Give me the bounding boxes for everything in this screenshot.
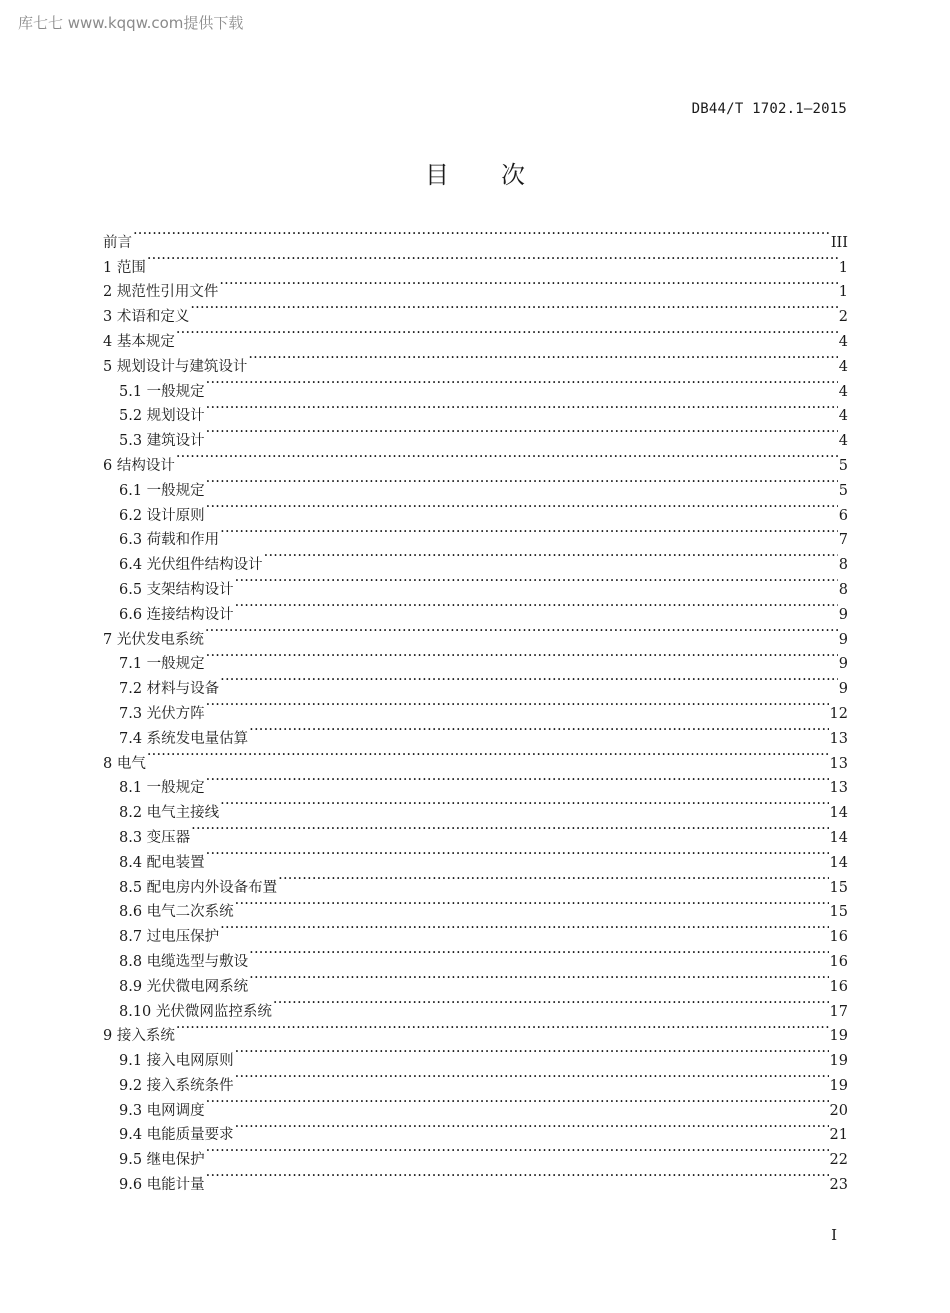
toc-entry[interactable] (103, 1139, 848, 1169)
toc-dot-leader (206, 842, 829, 867)
toc-entry-title: 8.3 变压器 (119, 829, 191, 846)
toc-dot-leader (235, 1040, 829, 1065)
toc-entry-title: 9.1 接入电网原则 (119, 1053, 234, 1070)
toc-dot-leader (147, 743, 829, 768)
toc-dot-leader (264, 544, 838, 569)
toc-dot-leader (220, 916, 828, 941)
toc-entry[interactable] (103, 718, 848, 747)
toc-dot-leader (219, 272, 837, 297)
toc-entry-title: 9.3 电网调度 (119, 1102, 205, 1119)
toc-dot-leader (191, 817, 828, 842)
toc-dot-leader (133, 222, 830, 247)
toc-dot-leader (206, 1164, 829, 1189)
toc-entry-page: 4 (838, 333, 848, 350)
toc-entry-page: 22 (829, 1152, 848, 1169)
toc-entry[interactable] (103, 768, 848, 797)
toc-dot-leader (176, 321, 838, 346)
toc-entry-page: 14 (829, 829, 848, 846)
toc-entry-page: 14 (829, 854, 848, 871)
toc-entry-page: 19 (829, 1053, 848, 1070)
toc-dot-leader (249, 941, 828, 966)
toc-entry-page: 2 (838, 309, 848, 326)
toc-entry[interactable] (103, 792, 848, 822)
toc-entry-title: 6.2 设计原则 (119, 507, 205, 524)
toc-entry-page: 4 (838, 358, 848, 375)
toc-entry[interactable] (103, 222, 848, 251)
toc-dot-leader (273, 991, 829, 1016)
toc-entry-title: 6.4 光伏组件结构设计 (119, 557, 263, 574)
toc-entry-title: 9.5 继电保护 (119, 1152, 205, 1169)
toc-dot-leader (176, 1016, 829, 1041)
toc-dot-leader (206, 371, 838, 396)
toc-entry-page: 7 (838, 532, 848, 549)
toc-entry-page: 23 (829, 1177, 848, 1194)
toc-entry[interactable] (103, 743, 848, 772)
toc-entry-page: 9 (838, 606, 848, 623)
toc-dot-leader (220, 520, 838, 545)
toc-entry-page: 5 (838, 457, 848, 474)
toc-entry-title: 8.5 配电房内外设备布置 (119, 879, 278, 896)
toc-dot-leader (206, 768, 829, 793)
toc-entry-title: 8.10 光伏微网监控系统 (119, 1003, 272, 1020)
toc-entry-title: 6.6 连接结构设计 (119, 606, 234, 623)
toc-entry-page: 4 (838, 408, 848, 425)
toc-entry-title: 8.6 电气二次系统 (119, 904, 234, 921)
toc-entry-title: 5.1 一般规定 (119, 383, 205, 400)
toc-entry[interactable] (103, 867, 848, 896)
toc-entry-title: 8.1 一般规定 (119, 780, 205, 797)
toc-entry-page: 8 (838, 557, 848, 574)
toc-entry[interactable] (103, 693, 848, 722)
toc-dot-leader (235, 594, 838, 619)
toc-entry-title: 9 接入系统 (103, 1028, 175, 1045)
toc-entry[interactable] (103, 396, 848, 425)
toc-entry-title: 3 术语和定义 (103, 309, 190, 326)
toc-entry[interactable] (103, 296, 848, 326)
toc-entry-page: 15 (829, 904, 848, 921)
toc-dot-leader (220, 668, 838, 693)
toc-entry-page: 21 (829, 1127, 848, 1144)
watermark-text: 库七七 www.kqqw.com提供下载 (18, 14, 244, 32)
toc-entry-title: 8.2 电气主接线 (119, 805, 220, 822)
toc-dot-leader (206, 1139, 829, 1164)
toc-entry[interactable] (103, 520, 848, 549)
toc-entry-title: 7 光伏发电系统 (103, 631, 204, 648)
toc-entry-page: 13 (829, 730, 848, 747)
toc-entry-title: 6.3 荷载和作用 (119, 532, 220, 549)
toc-dot-leader (206, 420, 838, 445)
toc-entry-page: 13 (829, 755, 848, 772)
toc-entry-title: 8 电气 (103, 755, 146, 772)
toc-dot-leader (278, 867, 828, 892)
toc-dot-leader (206, 644, 838, 669)
toc-dot-leader (249, 966, 828, 991)
toc-entry[interactable] (103, 1016, 848, 1045)
toc-entry[interactable] (103, 1040, 848, 1070)
toc-entry-title: 7.1 一般规定 (119, 656, 205, 673)
toc-entry[interactable] (103, 346, 848, 375)
toc-entry[interactable] (103, 321, 848, 350)
page-title: 目次 (425, 161, 577, 189)
toc-entry-page: 19 (829, 1077, 848, 1094)
document-code: DB44/T 1702.1—2015 (691, 101, 847, 117)
toc-entry-page: 1 (838, 259, 848, 276)
toc-entry-title: 8.4 配电装置 (119, 854, 205, 871)
toc-entry-page: 15 (829, 879, 848, 896)
toc-dot-leader (235, 1065, 829, 1090)
toc-entry-page: 14 (829, 805, 848, 822)
toc-entry-page: 17 (829, 1003, 848, 1020)
toc-entry-page: 5 (838, 482, 848, 499)
toc-dot-leader (206, 396, 838, 421)
toc-entry-title: 4 基本规定 (103, 333, 175, 350)
toc-entry-page: 16 (829, 953, 848, 970)
toc-dot-leader (220, 792, 828, 817)
toc-entry[interactable] (103, 495, 848, 524)
toc-entry-page: 13 (829, 780, 848, 797)
toc-entry-title: 9.6 电能计量 (119, 1177, 205, 1194)
toc-entry-title: 6.5 支架结构设计 (119, 581, 234, 598)
toc-entry-title: 6.1 一般规定 (119, 482, 205, 499)
toc-dot-leader (235, 892, 829, 917)
toc-dot-leader (206, 1090, 829, 1115)
toc-dot-leader (147, 247, 838, 272)
toc-dot-leader (206, 495, 838, 520)
toc-dot-leader (248, 346, 837, 371)
toc-entry[interactable] (103, 842, 848, 871)
toc-entry-title: 7.2 材料与设备 (119, 681, 220, 698)
toc-entry[interactable] (103, 420, 848, 450)
toc-entry-title: 8.9 光伏微电网系统 (119, 978, 249, 995)
table-of-contents (103, 222, 848, 1194)
toc-entry[interactable] (103, 1115, 848, 1144)
toc-dot-leader (206, 693, 829, 718)
toc-entry[interactable] (103, 619, 848, 648)
toc-entry-title: 5.3 建筑设计 (119, 433, 205, 450)
toc-entry-page: 19 (829, 1028, 848, 1045)
toc-entry-page: 16 (829, 978, 848, 995)
toc-entry[interactable] (103, 272, 848, 301)
toc-entry-page: 9 (838, 656, 848, 673)
toc-entry-page: 4 (838, 433, 848, 450)
toc-entry-title: 7.3 光伏方阵 (119, 705, 205, 722)
toc-entry[interactable] (103, 1090, 848, 1119)
toc-entry-page: 12 (829, 705, 848, 722)
toc-entry[interactable] (103, 247, 848, 276)
toc-entry-page: 20 (829, 1102, 848, 1119)
toc-entry[interactable] (103, 668, 848, 698)
toc-dot-leader (205, 619, 838, 644)
toc-dot-leader (176, 445, 838, 470)
toc-entry-title: 8.7 过电压保护 (119, 929, 220, 946)
toc-entry-page: 9 (838, 681, 848, 698)
toc-entry-page: III (830, 234, 848, 251)
toc-entry-page: 9 (838, 631, 848, 648)
toc-entry-title: 9.2 接入系统条件 (119, 1077, 234, 1094)
toc-entry[interactable] (103, 644, 848, 673)
toc-entry-page: 16 (829, 929, 848, 946)
toc-entry-title: 5.2 规划设计 (119, 408, 205, 425)
toc-dot-leader (206, 470, 838, 495)
toc-entry[interactable] (103, 445, 848, 474)
toc-dot-leader (235, 1115, 829, 1140)
toc-dot-leader (235, 569, 838, 594)
toc-entry[interactable] (103, 817, 848, 846)
toc-entry-page: 6 (838, 507, 848, 524)
toc-entry-title: 1 范围 (103, 259, 146, 276)
page-number: I (831, 1226, 837, 1244)
toc-entry-page: 1 (838, 284, 848, 301)
toc-entry-title: 2 规范性引用文件 (103, 284, 219, 301)
toc-entry[interactable] (103, 1164, 848, 1194)
toc-entry-title: 6 结构设计 (103, 457, 175, 474)
toc-entry-page: 4 (838, 383, 848, 400)
toc-entry[interactable] (103, 470, 848, 499)
toc-entry-title: 前言 (103, 234, 132, 251)
toc-entry-page: 8 (838, 581, 848, 598)
toc-dot-leader (249, 718, 828, 743)
toc-entry-title: 5 规划设计与建筑设计 (103, 358, 248, 375)
toc-entry[interactable] (103, 371, 848, 400)
toc-entry-title: 9.4 电能质量要求 (119, 1127, 234, 1144)
toc-dot-leader (190, 296, 837, 321)
toc-entry-title: 8.8 电缆选型与敷设 (119, 953, 249, 970)
toc-entry-title: 7.4 系统发电量估算 (119, 730, 249, 747)
